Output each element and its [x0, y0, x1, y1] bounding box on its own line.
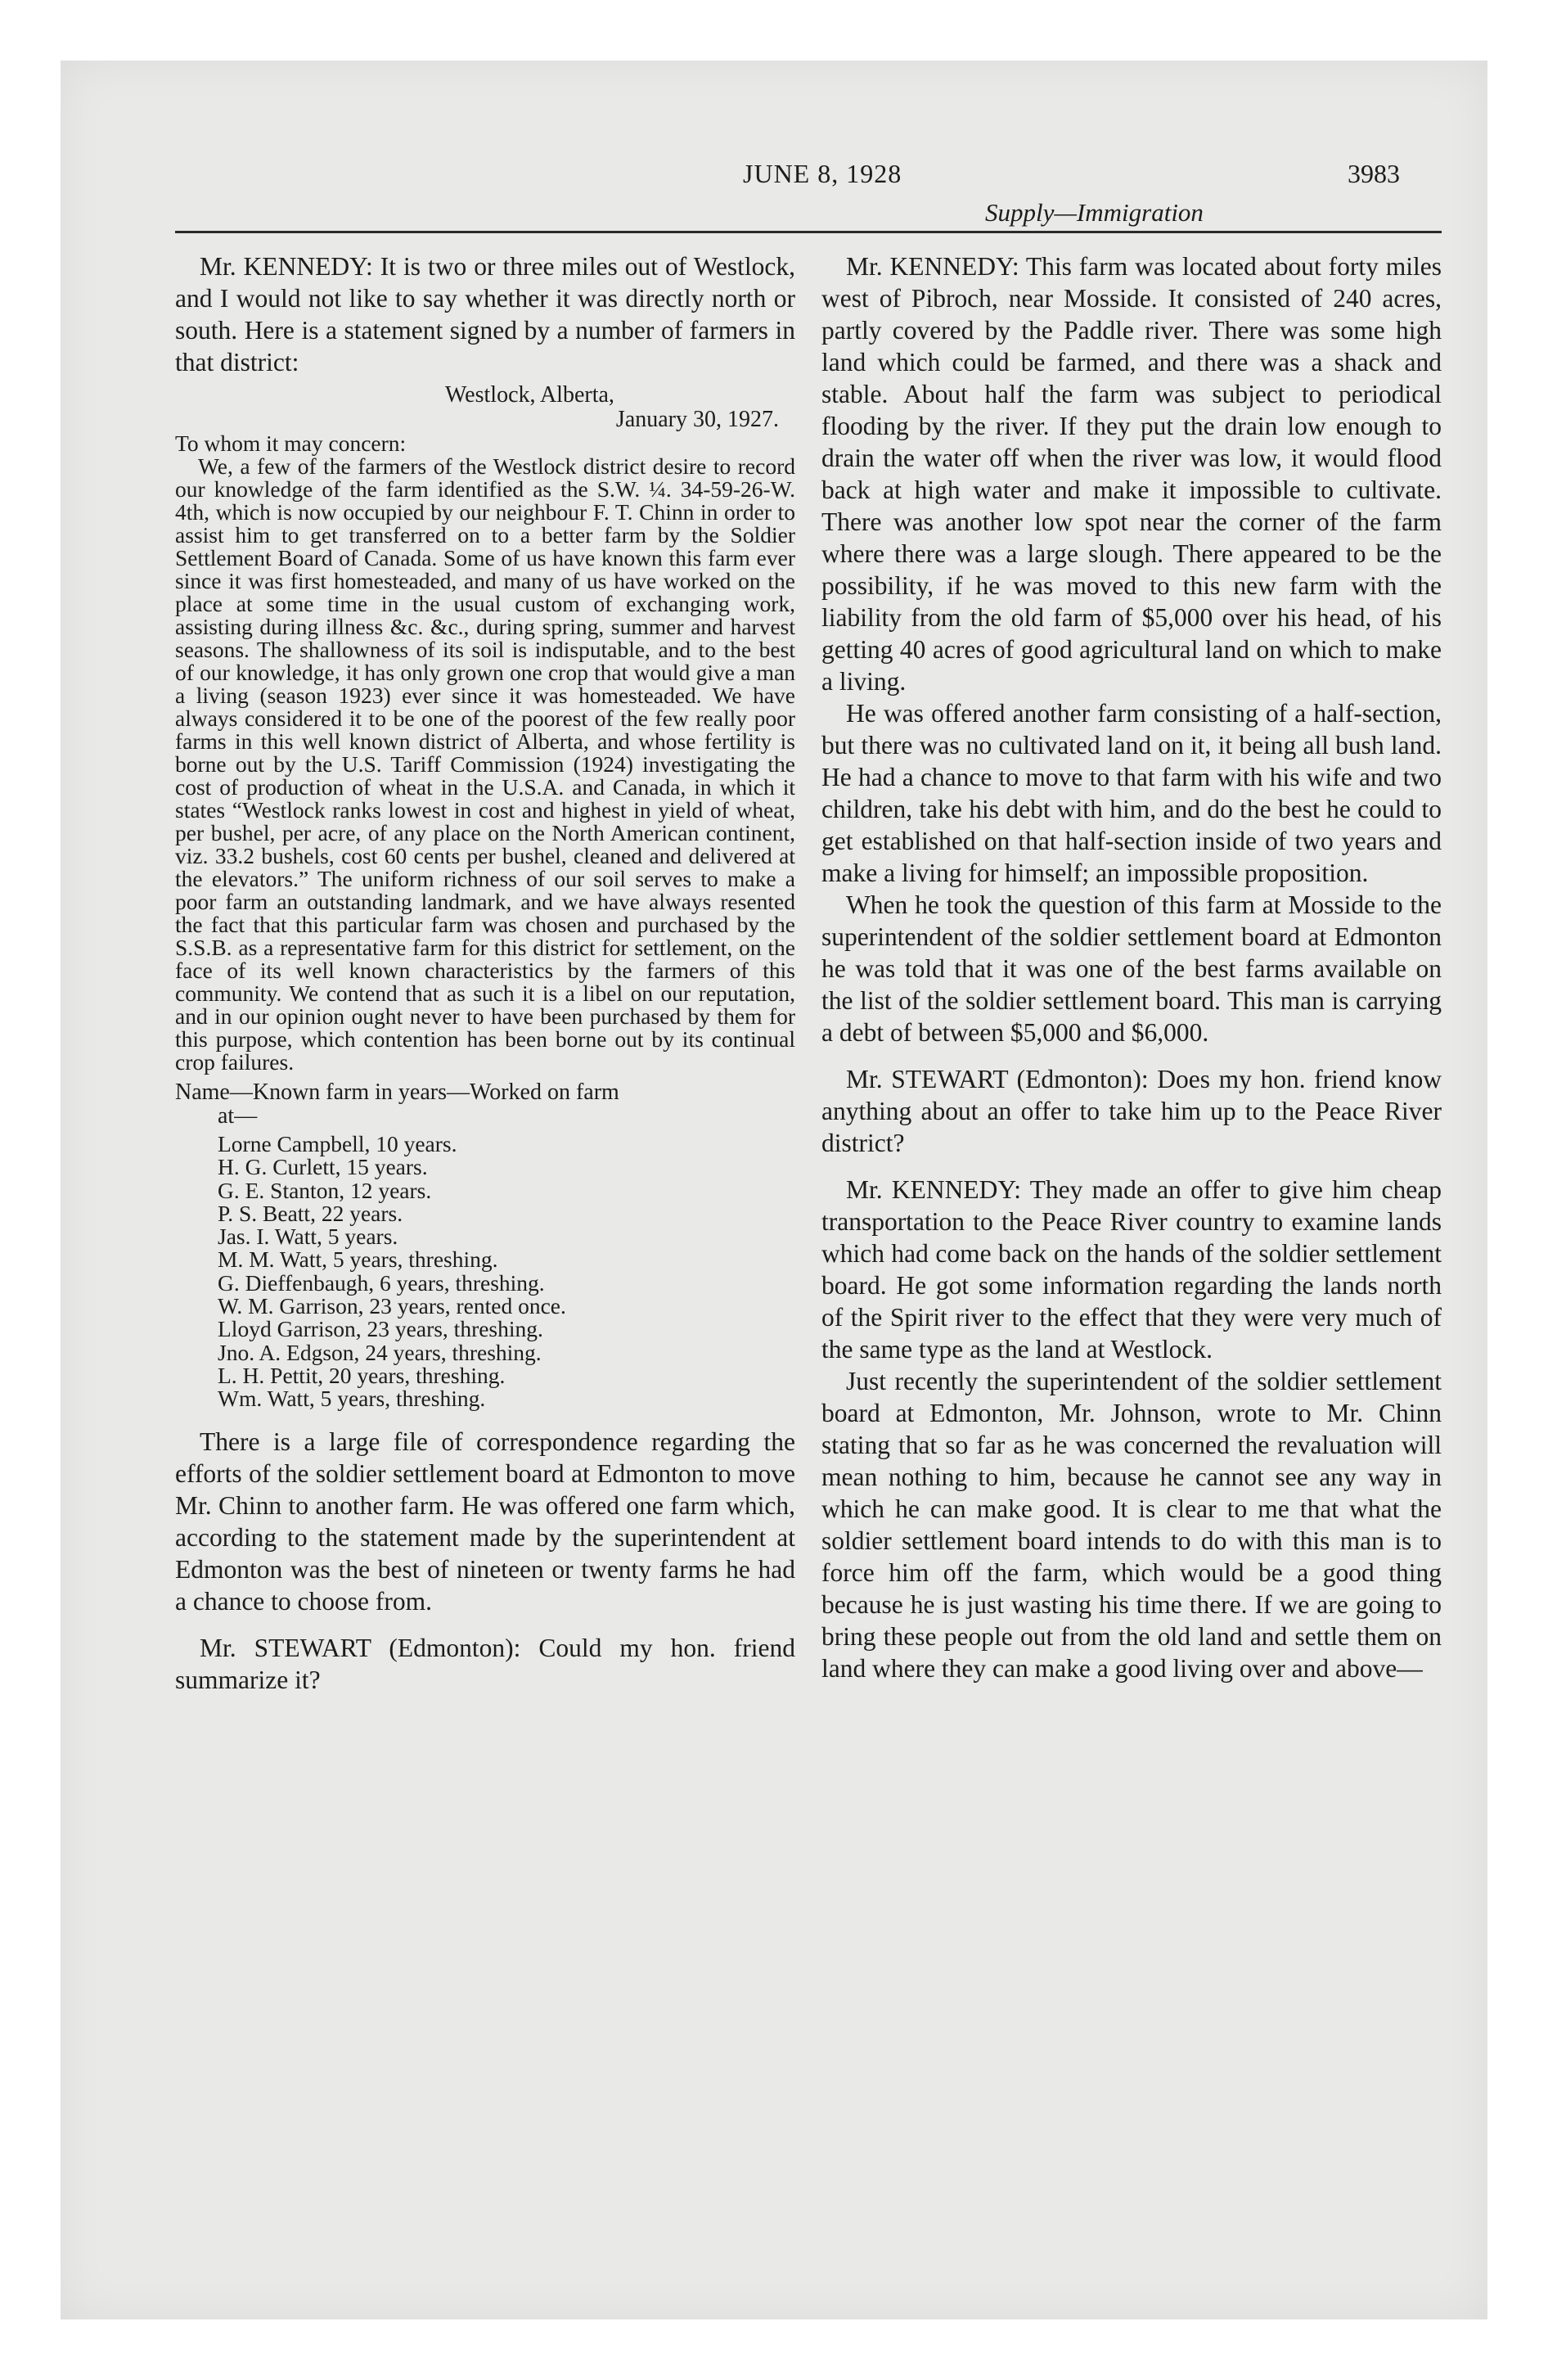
letter-place: Westlock, Alberta, [445, 382, 614, 408]
page [61, 61, 1487, 2319]
header-date: JUNE 8, 1928 [743, 159, 902, 188]
paragraph-half-section: He was offered another farm consisting of a half-section, but there was no cultivated land on it, it being all bush land. He had a chance to move to that farm with his wife and two children, take his debt with him, and do the best he could to get established on that half-section inside of two years and make a living for himself; an impossible proposition. [821, 699, 1442, 887]
signatories-list [175, 1133, 795, 1411]
page-number: 3983 [1348, 159, 1400, 188]
signatory: Jno. A. Edgson, 24 years, threshing. [218, 1339, 542, 1365]
signatory: G. E. Stanton, 12 years. [218, 1177, 432, 1203]
running-head [61, 159, 1487, 227]
signatory: P. S. Beatt, 22 years. [218, 1200, 403, 1226]
paragraph-mosside: When he took the question of this farm at Mosside to the superintendent of the soldier settlement board at Edmonton he was told that it was one of the best farms available on the list of the soldier settlement board. This man is carrying a debt of between $5,000 and $6,000. [821, 890, 1442, 1047]
signatory: Lloyd Garrison, 23 years, threshing. [218, 1316, 543, 1342]
signatory: M. M. Watt, 5 years, threshing. [218, 1246, 498, 1273]
speech-stewart-2: Mr. STEWART (Edmonton): Does my hon. friend know anything about an offer to take him up to the Peace River district? [821, 1065, 1442, 1157]
section-title: Supply—Immigration [985, 198, 1204, 227]
speech-kennedy-2: Mr. KENNEDY: This farm was located about forty miles west of Pibroch, near Mosside. It consisted of 240 acres, partly covered by the Paddle river. There was some high land which could be farmed, and there was a shack and stable. About half the farm was subject to periodical flooding by the river. If they put the drain low enough to drain the water off when the river was low, it would flood back at high water and make it impossible to cultivate. There was another low spot near the corner of the farm where there was a large slough. There appeared to be the possibility, if he was moved to this new farm with the liability from the old farm of $5,000 over his head, of his getting 40 acres of good agricultural land on which to make a living. [821, 252, 1442, 696]
paragraph-correspondence: There is a large file of correspondence regarding the efforts of the soldier settlement board at Edmonton to move Mr. Chinn to another farm. He was offered one farm which, according to the statement made by the superintendent at Edmonton was the best of nineteen or twenty farms he had a chance to choose from. [175, 1427, 795, 1616]
speech-stewart-1: Mr. STEWART (Edmonton): Could my hon. friend summarize it? [175, 1633, 795, 1694]
signatories-heading-main: Name—Known farm in years—Worked on farm [175, 1080, 619, 1105]
letter-date: January 30, 1927. [615, 407, 779, 432]
signatories-heading-sub: at— [218, 1103, 258, 1129]
header-rule [175, 231, 1442, 233]
signatory: Jas. I. Watt, 5 years. [218, 1224, 398, 1250]
left-column [175, 250, 795, 1696]
letter-salutation: To whom it may concern: [175, 430, 407, 456]
right-column [821, 250, 1442, 1684]
signatory: G. Dieffenbaugh, 6 years, threshing. [218, 1269, 545, 1296]
signatories-heading [175, 1080, 795, 1128]
signatory: H. G. Curlett, 15 years. [218, 1154, 428, 1180]
signatory: Wm. Watt, 5 years, threshing. [218, 1386, 486, 1412]
letter-body: We, a few of the farmers of the Westlock district desire to record our knowledge of the farm identified as the S.W. ¼. 34-59-26-W. 4th, which is now occupied by our neighbour F. T. Chinn in order to assist him to get transferred on to a better farm by the Soldier Settlement Board of Canada. Some of us have known this farm ever since it was first homesteaded, and many of us have worked on the place at some time in the usual custom of exchanging work, assisting during illness &c. &c., during spring, summer and harvest seasons. The shallowness of its soil is indisputable, and to the best of our knowledge, it has only grown one crop that would give a man a living (season 1923) ever since it was homesteaded. We have always considered it to be one of the poorest of the few really poor farms in this well known district of Alberta, and whose fertility is borne out by the U.S. Tariff Commission (1924) investigating the cost of production of wheat in the U.S.A. and Canada, in which it states “Westlock ranks lowest in cost and highest in yield of wheat, per bushel, per acre, of any place on the North American continent, viz. 33.2 bushels, cost 60 cents per bushel, cleaned and delivered at the elevators.” The uniform richness of our soil serves to make a poor farm an outstanding landmark, and we have always resented the fact that this particular farm was chosen and purchased by the S.S.B. as a representative farm for this district for settlement, on the face of its well known characteristics by the farmers of this community. We contend that as such it is a libel on our reputation, and in our opinion ought never to have been purchased by them for this purpose, which contention has been borne out by its continual crop failures. [175, 453, 795, 1075]
signatory: L. H. Pettit, 20 years, threshing. [218, 1362, 506, 1388]
speech-kennedy-1: Mr. KENNEDY: It is two or three miles out of Westlock, and I would not like to say whether it was directly north or south. Here is a statement signed by a number of farmers in that district: [175, 252, 795, 376]
speech-kennedy-3: Mr. KENNEDY: They made an offer to give him cheap transportation to the Peace River country to examine lands which had come back on the hands of the soldier settlement board. He got some information regarding the lands north of the Spirit river to the effect that they were very much of the same type as the land at Westlock. [821, 1175, 1442, 1364]
signatory: Lorne Campbell, 10 years. [218, 1131, 457, 1156]
signatory: W. M. Garrison, 23 years, rented once. [218, 1293, 566, 1319]
paragraph-revaluation: Just recently the superintendent of the soldier settlement board at Edmonton, Mr. Johnson, wrote to Mr. Chinn stating that so far as he was concerned the revaluation will mean nothing to him, because he cannot see any way in which he can make good. It is clear to me that what the soldier settlement board intends to do with this man is to force him off the farm, which would be a good thing because he is just wasting his time there. If we are going to bring these people out from the old land and settle them on land where they can make a good living over and above— [821, 1367, 1442, 1683]
